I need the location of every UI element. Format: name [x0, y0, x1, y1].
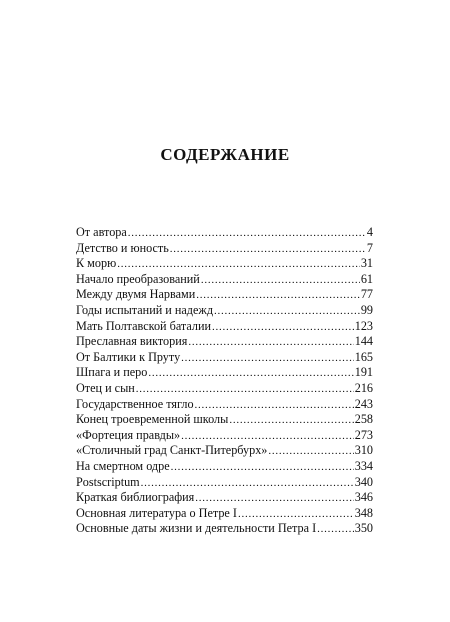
toc-entry	[76, 521, 373, 537]
toc-entry	[76, 225, 373, 241]
toc-entry-title: Шпага и перо	[76, 365, 148, 380]
dot-leader	[268, 444, 353, 459]
toc-entry-title: Отец и сын	[76, 380, 135, 395]
toc-entry-title: Краткая библиография	[76, 490, 195, 505]
toc-entry-title: Государственное тягло	[76, 396, 194, 411]
toc-entry	[76, 506, 373, 522]
toc-entry-title: Детство и юность	[76, 240, 169, 255]
toc-entry-title: Между двумя Нарвами	[76, 287, 196, 302]
dot-leader	[181, 429, 354, 444]
toc-entry	[76, 256, 373, 272]
toc-entry-page: 350	[354, 521, 373, 536]
toc-entry	[76, 475, 373, 491]
toc-entry	[76, 381, 373, 397]
toc-entry-page: 4	[366, 225, 373, 239]
toc-entry-title: «Столичный град Санкт-Питербурх»	[76, 443, 268, 458]
table-of-contents	[76, 225, 373, 537]
toc-entry-title: К морю	[76, 256, 117, 271]
dot-leader	[171, 460, 354, 475]
toc-entry-page: 334	[354, 458, 373, 473]
toc-entry-title: «Фортеция правды»	[76, 427, 181, 442]
dot-leader	[212, 320, 354, 335]
dot-leader	[195, 398, 354, 413]
toc-entry-page: 258	[354, 412, 373, 427]
page-title: СОДЕРЖАНИЕ	[160, 145, 290, 164]
toc-entry-page: 273	[354, 427, 373, 442]
toc-entry	[76, 365, 373, 381]
toc-entry-page: 340	[354, 474, 373, 489]
toc-entry-title: Преславная виктория	[76, 334, 188, 349]
toc-entry-page: 348	[354, 505, 373, 520]
toc-entry-title: Годы испытаний и надежд	[76, 302, 214, 317]
dot-leader	[181, 351, 354, 366]
dot-leader	[196, 288, 360, 303]
toc-entry	[76, 412, 373, 428]
dot-leader	[117, 257, 360, 272]
dot-leader	[188, 335, 353, 350]
toc-entry	[76, 303, 373, 319]
toc-entry-page: 165	[354, 349, 373, 364]
dot-leader	[238, 507, 354, 522]
toc-entry	[76, 319, 373, 335]
toc-entry-page: 243	[354, 396, 373, 411]
toc-entry-title: Конец троевременной школы	[76, 412, 229, 427]
dot-leader	[170, 242, 366, 257]
toc-entry-title: Начало преобразований	[76, 271, 200, 286]
toc-entry-title: Мать Полтавской баталии	[76, 318, 212, 333]
dot-leader	[214, 304, 360, 319]
toc-entry-page: 61	[360, 271, 373, 286]
toc-entry	[76, 443, 373, 459]
toc-entry-title: От автора	[76, 225, 127, 239]
dot-leader	[141, 476, 354, 491]
dot-leader	[317, 522, 354, 537]
toc-entry-page: 191	[354, 365, 373, 380]
toc-entry	[76, 397, 373, 413]
toc-entry-page: 216	[354, 380, 373, 395]
toc-entry	[76, 490, 373, 506]
toc-entry-page: 346	[354, 490, 373, 505]
toc-entry	[76, 287, 373, 303]
toc-entry-title: От Балтики к Пруту	[76, 349, 181, 364]
toc-entry	[76, 241, 373, 257]
toc-entry-title: Основная литература о Петре I	[76, 505, 237, 520]
toc-entry	[76, 350, 373, 366]
toc-entry-page: 123	[354, 318, 373, 333]
dot-leader	[195, 491, 353, 506]
dot-leader	[229, 413, 353, 428]
toc-entry-page: 77	[360, 287, 373, 302]
toc-entry	[76, 272, 373, 288]
toc-entry-page: 144	[354, 334, 373, 349]
toc-entry-title: Основные даты жизни и деятельности Петра I	[76, 521, 317, 536]
dot-leader	[201, 273, 360, 288]
dot-leader	[128, 226, 366, 241]
toc-entry-page: 310	[354, 443, 373, 458]
toc-entry-page: 99	[360, 302, 373, 317]
toc-entry-page: 31	[360, 256, 373, 271]
dot-leader	[148, 366, 353, 381]
toc-entry	[76, 459, 373, 475]
toc-entry-title: Postscriptum	[76, 474, 140, 489]
toc-entry	[76, 334, 373, 350]
toc-entry	[76, 428, 373, 444]
dot-leader	[136, 382, 354, 397]
toc-entry-title: На смертном одре	[76, 458, 170, 473]
toc-entry-page: 7	[366, 240, 373, 255]
